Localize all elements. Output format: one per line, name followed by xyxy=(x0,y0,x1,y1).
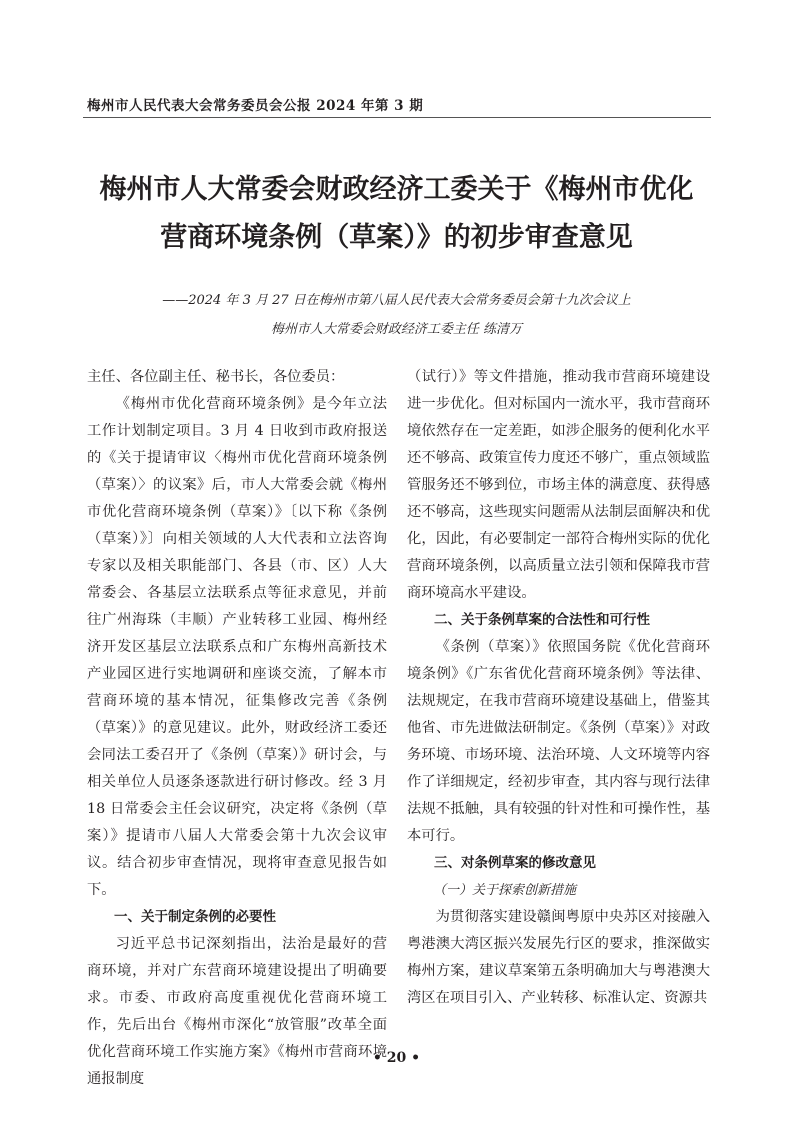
paragraph-necessity-continued: （试行）》等文件措施，推动我市营商环境建设进一步优化。但对标国内一流水平，我市营商环境依然存在一定差距，如涉企服务的便利化水平还不够高、政策宣传力度还不够广，重点领域监管服务还不够到位，市场主体的满意度、获得感还不够高，这些现实问题需从法制层面解决和优化，因此，有必要制定一部符合梅州实际的优化营商环境条例，以高质量立法引领和保障我市营商环境高水平建设。 xyxy=(407,369,710,601)
document-title-line-2: 营商环境条例（草案）》的初步审查意见 xyxy=(160,222,633,253)
header-divider xyxy=(83,117,711,118)
paragraph-intro: 《梅州市优化营商环境条例》是今年立法工作计划制定项目。3 月 4 日收到市政府报送的《关于提请审议〈梅州市优化营商环境条例（草案）〉的议案》后，市人大常委会就《梅州市优化营商环境条例（草案）》〔以下称《条例（草案）》〕向相关领域的人大代表和立法咨询专家以及相关职能部门、各县（市、区）人大常委会、各基层立法联系点等征求意见，并前往广州海珠（丰顺）产业转移工业园、梅州经济开发区基层立法联系点和广东梅州高新技术产业园区进行实地调研和座谈交流，了解本市营商环境的基本情况，征集修改完善《条例（草案）》的意见建议。此外，财政经济工委还会同法工委召开了《条例（草案）》研讨会，与相关单位人员逐条逐款进行研讨修改。经 3 月 18 日常委会主任会议研究，决定将《条例（草案）》提请市八届人大常委会第十九次会议审议。结合初步审查情况，现将审查意见报告如下。 xyxy=(87,396,387,898)
page-number: • 20 • xyxy=(372,1050,421,1066)
author-line: 梅州市人大常委会财政经济工委主任 练清万 xyxy=(270,322,523,337)
document-title-line-1: 梅州市人大常委会财政经济工委关于《梅州市优化 xyxy=(99,174,694,205)
salutation: 主任、各位副主任、秘书长，各位委员： xyxy=(87,369,345,385)
section-heading-necessity: 一、关于制定条例的必要性 xyxy=(114,909,276,925)
section-heading-legality: 二、关于条例草案的合法性和可行性 xyxy=(434,612,650,628)
section-heading-revisions: 三、对条例草案的修改意见 xyxy=(434,855,596,871)
subsection-heading-innovation: （一）关于探索创新措施 xyxy=(433,883,577,898)
left-column xyxy=(87,364,387,1093)
meeting-subtitle: ——2024 年 3 月 27 日在梅州市第八届人民代表大会常务委员会第十九次会议上 xyxy=(162,293,631,308)
paragraph-legality: 《条例（草案）》依照国务院《优化营商环境条例》《广东省优化营商环境条例》等法律、法规规定，在我市营商环境建设基础上，借鉴其他省、市先进做法研制定。《条例（草案）》对政务环境、市场环境、法治环境、人文环境等内容作了详细规定，经初步审查，其内容与现行法律法规不抵触，具有较强的针对性和可操作性，基本可行。 xyxy=(407,639,710,844)
right-column xyxy=(407,364,710,1012)
paragraph-innovation: 为贯彻落实建设赣闽粤原中央苏区对接融入粤港澳大湾区振兴发展先行区的要求，推深做实梅州方案，建议草案第五条明确加大与粤港澳大湾区在项目引入、产业转移、标准认定、资源共 xyxy=(407,909,710,1006)
paragraph-necessity: 习近平总书记深刻指出，法治是最好的营商环境，并对广东营商环境建设提出了明确要求。市委、市政府高度重视优化营商环境工作，先后出台《梅州市深化“放管服”改革全面优化营商环境工作实施方案》《梅州市营商环境通报制度 xyxy=(87,936,387,1087)
journal-header: 梅州市人民代表大会常务委员会公报 2024 年第 3 期 xyxy=(87,98,424,114)
